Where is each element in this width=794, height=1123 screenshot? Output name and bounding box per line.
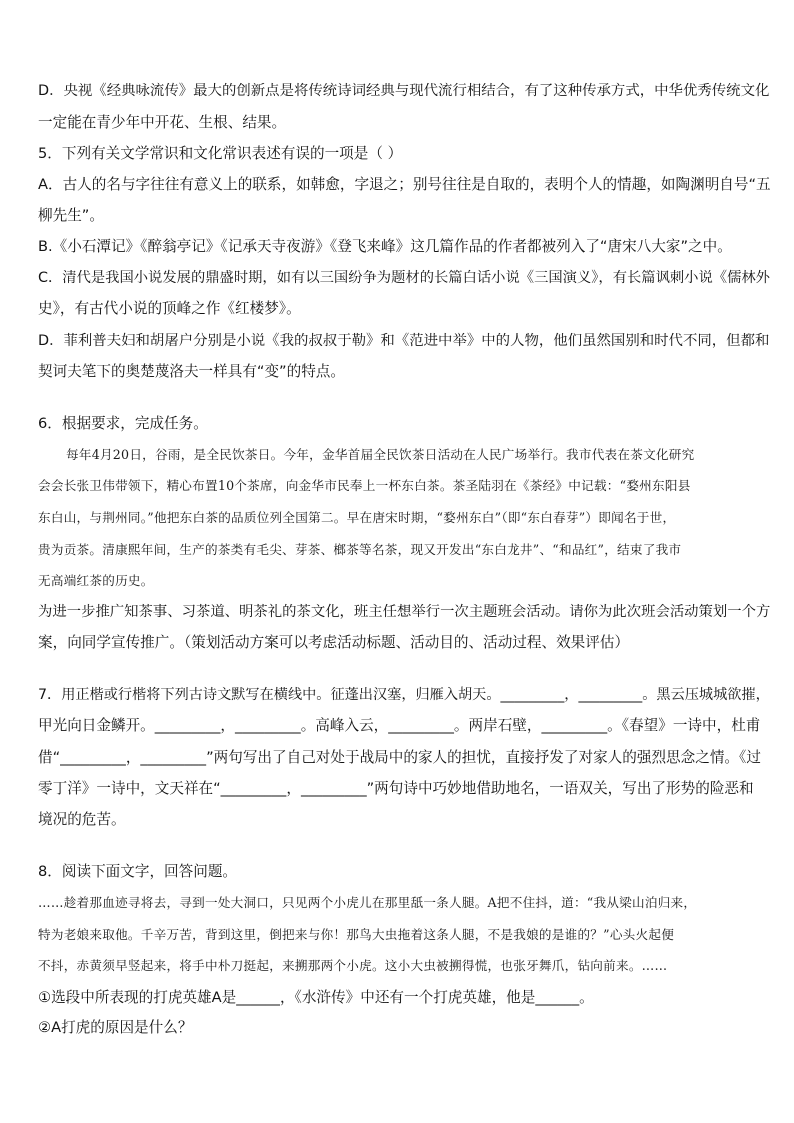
q6-task-line-1: 为进一步推广知茶事、习茶道、明茶礼的茶文化，班主任想举行一次主题班会活动。请你为此次班会活动策划一个方 bbox=[38, 604, 771, 620]
q6-passage-line-2: 会会长张卫伟带领下，精心布置10个茶席，向金华市民奉上一杯东白茶。茶圣陆羽在《茶经》中记载：“婺州东阳县 bbox=[38, 478, 691, 493]
q4-option-d-line-1: D．央视《经典咏流传》最大的创新点是将传统诗词经典与现代流行相结合，有了这种传承方式，中华优秀传统文化 bbox=[38, 83, 770, 99]
q5-option-c-line-1: C．清代是我国小说发展的鼎盛时期，如有以三国纷争为题材的长篇白话小说《三国演义》，有长篇讽刺小说《儒林外 bbox=[38, 270, 770, 286]
q7-line-2: 甲光向日金鳞开。_________，_________。高峰入云，_________。两岸石壁，_________。《春望》一诗中，杜甫 bbox=[38, 717, 761, 734]
q6-task-line-2: 案，向同学宣传推广。（策划活动方案可以考虑活动标题、活动目的、活动过程、效果评估） bbox=[38, 634, 630, 651]
q5-option-c-line-2: 史》，有古代小说的顶峰之作《红楼梦》。 bbox=[38, 300, 301, 317]
q5-stem: 5．下列有关文学常识和文化常识表述有误的一项是（ ） bbox=[38, 145, 403, 162]
q6-passage-line-3: 东白山，与荆州同。”他把东白茶的品质位列全国第二。早在唐宋时期，“婺州东白”（即“东白春芽”）即闻名于世， bbox=[38, 510, 676, 525]
q8-passage-line-3: 不抖，赤黄须早竖起来，将手中朴刀挺起，来搠那两个小虎。这小大虫被搠得慌，也张牙舞爪，钻向前来。…… bbox=[38, 958, 668, 973]
q5-option-a-line-2: 柳先生”。 bbox=[38, 207, 104, 224]
q8-sub-question-2: ②A打虎的原因是什么？ bbox=[38, 1019, 193, 1036]
q6-passage-line-4: 贵为贡茶。清康熙年间，生产的茶类有毛尖、芽茶、榔茶等名茶，现又开发出“东白龙井”、“和品红”，结束了我市 bbox=[38, 542, 682, 557]
q6-stem: 6．根据要求，完成任务。 bbox=[38, 415, 208, 432]
q5-option-b: B.《小石潭记》《醉翁亭记》《记承天寺夜游》《登飞来峰》这几篇作品的作者都被列入了“唐宋八大家”之中。 bbox=[38, 238, 732, 255]
q8-passage-line-1: ……趁着那血迹寻将去，寻到一处大洞口，只见两个小虎儿在那里舐一条人腿。A把不住抖，道：“我从梁山泊归来， bbox=[38, 895, 697, 910]
q5-option-d-line-1: D．菲利普夫妇和胡屠户分别是小说《我的叔叔于勒》和《范进中举》中的人物，他们虽然国别和时代不同，但都和 bbox=[38, 333, 770, 349]
q8-sub-question-1: ①选段中所表现的打虎英雄A是______，《水浒传》中还有一个打虎英雄，他是______。 bbox=[38, 989, 594, 1006]
q6-passage-line-5: 无高端红茶的历史。 bbox=[38, 573, 154, 588]
q7-line-1: 7．用正楷或行楷将下列古诗文默写在横线中。征蓬出汉塞，归雁入胡天。_________，_________。黑云压城城欲摧， bbox=[38, 687, 770, 703]
q7-line-3: 借“_________，_________”两句写出了自己对处于战局中的家人的担忧，直接抒发了对家人的强烈思念之情。《过 bbox=[38, 749, 761, 766]
q8-stem: 8．阅读下面文字，回答问题。 bbox=[38, 863, 238, 880]
q7-line-4: 零丁洋》一诗中，文天祥在“_________，_________”两句诗中巧妙地借助地名，一语双关，写出了形势的险恶和 bbox=[38, 780, 754, 797]
q5-option-d-line-2: 契诃夫笔下的奥楚蔑洛夫一样具有“变”的特点。 bbox=[38, 363, 345, 380]
q5-option-a-line-1: A．古人的名与字往往有意义上的联系，如韩愈，字退之；别号往往是自取的，表明个人的情趣，如陶渊明自号“五 bbox=[38, 176, 771, 193]
q8-passage-line-2: 特为老娘来取他。千辛万苦，背到这里，倒把来与你！那鸟大虫拖着这条人腿，不是我娘的是谁的？”心头火起便 bbox=[38, 927, 675, 942]
q4-option-d-line-2: 一定能在青少年中开花、生根、结果。 bbox=[38, 114, 287, 131]
q7-line-5: 境况的危苦。 bbox=[38, 811, 126, 828]
q6-passage-line-1: 每年4月20日，谷雨，是全民饮茶日。今年，金华首届全民饮茶日活动在人民广场举行。我市代表在茶文化研究 bbox=[66, 447, 695, 462]
